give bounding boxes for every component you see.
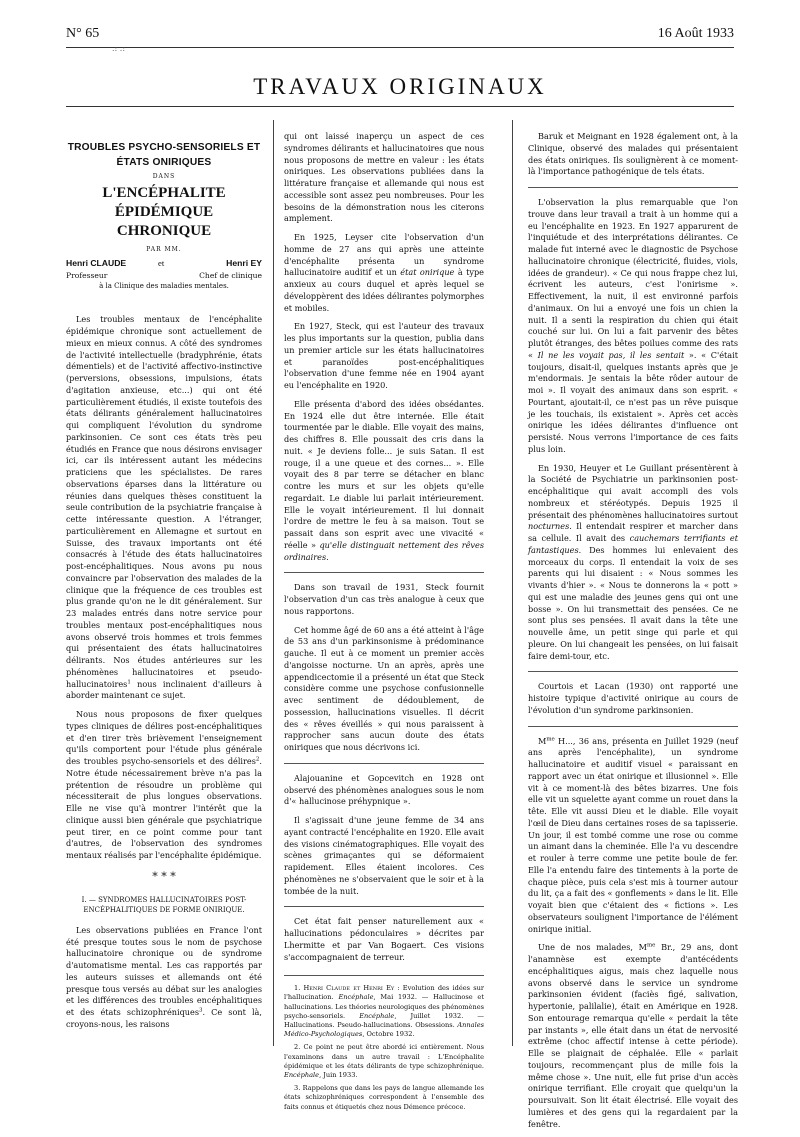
paragraph: Cet état fait penser naturellement aux « hallucinations pédonculaires » décrites par Lhermitte et par Van Bogaert. Ces visions s'accompagnaient de terreur. — [284, 916, 484, 962]
paragraph: Il s'agissait d'une jeune femme de 34 ans ayant contracté l'encéphalite en 1920. Elle avait des visions cinématographiques. Elle voyait des scènes grimaçantes qui se déformaient rapidement. Elles étaient incolores. Ces phénomènes ne s'observaient que le soir et à la tombée de la nuit. — [284, 815, 484, 896]
paragraph: Alajouanine et Gopcevitch en 1928 ont observé des phénomènes analogues sous le nom d'« hallucinose préhypnique ». — [284, 772, 484, 807]
printer-mark: .: .: — [112, 44, 126, 53]
article-title-main: L'ENCÉPHALITE ÉPIDÉMIQUE CHRONIQUE — [102, 184, 226, 239]
affiliation: à la Clinique des maladies mentales. — [99, 281, 229, 290]
issue-date: 16 Août 1933 — [657, 26, 734, 41]
byline-par: PAR MM. — [146, 245, 182, 253]
separator — [284, 906, 484, 907]
paragraph: Elle présenta d'abord des idées obsédantes. En 1924 elle dut être internée. Elle était tourmentée par le diable. Elle voyait des mains, des chiffres 8. Elle poussait des cris dans la nuit. « Je deviens folle... je suis Satan. Il est rouge, il a une queue et des cornes... ». Elle voyait des 8 par terre se détacher en blanc contre les murs et sur les objets qu'elle regardait. Le diable lui parlait intérieurement. Elle le voyait intérieurement. Il lui donnait l'ordre de mettre le feu à sa maison. Tout se passait dans son esprit avec une vivacité « réelle » qu'elle distinguait nettement des rêves ordinaires. — [284, 398, 484, 562]
paragraph: Courtois et Lacan (1930) ont rapporté une histoire typique d'activité onirique au cours de l'évolution d'un syndrome parkinsonien. — [528, 681, 738, 715]
paragraph: Baruk et Meignant en 1928 également ont, à la Clinique, observé des malades qui présentaient des états oniriques. Ils soulignèrent à ce moment-là l'importance pathogénique de tels états. — [528, 131, 738, 177]
paragraph: L'observation la plus remarquable que l'on trouve dans leur travail a trait à un homme qui a eu l'encéphalite en 1923. En 1927 apparurent de l'inquiétude et des interprétations délirantes. Ce malade fut interné avec le diagnostic de Psychose hallucinatoire chronique (électricité, fluides, viols, idées de grandeur). « Ce qui nous frappe chez lui, écrivent les auteurs, c'est l'onirisme ». Effectivement, la nuit, il est environné parfois d'animaux. On lui a envoyé une fois un chien la nuit. Il a senti la respiration du chien qui était couché sur lui. On lui a fait parvenir des bêtes plutôt étranges, des bêtes poilues comme des rats « Il ne les voyait pas, il les sentait ». « C'était toujours, disait-il, quelques instants après que je m'endormais. Je sentais la bête rôder autour de moi ». Il voyait des animaux dans son esprit. « Pourtant, ajoutait-il, ce n'est pas un rêve puisque je les touchais, ils existaient ». Après cet accès onirique les idées délirantes d'influence ont persisté. Nous verrons l'importance de ces faits plus loin. — [528, 197, 738, 454]
issue-number: N° 65 — [66, 26, 100, 41]
paragraph: $M^{me}$ H..., 36 ans, présenta en Juillet 1929 (neuf ans après l'encéphalite), un syndrome hallucinatoire et auditif visuel « paraissant en rapport avec un état onirique et illusionnel ». Elle vit à ce moment-là des bêtes bizarres. Une fois elle vit un squelette ayant comme un rouet dans la tête. Elle vit aussi Dieu et le diable. Elle voyait l'œil de Dieu dans certaines roses de sa tapisserie. Un jour, il est tombé comme une rose ou comme un aimant dans la cheminée. Elle l'a vu descendre et rouler à terre comme une petite boule de fer. Elle l'a entendu faire des tintements à la porte de chaque pièce, puis cela s'est mis à tourner autour du lit, ça a fait des « gonflements » dans le lit. Elle voyait bien que c'étaient des « fictions ». Les observateurs soulignent l'importance de l'élément onirique initial. — [528, 735, 738, 934]
separator — [284, 763, 484, 764]
author-roles — [66, 270, 262, 281]
role-claude: Professeur — [66, 270, 108, 280]
header-rule — [66, 47, 734, 48]
paragraph: qui ont laissé inaperçu un aspect de ces syndromes délirants et hallucinatoires que nous nous proposons de mettre en valeur : les états oniriques. Les observations publiées dans la littérature française et allemande qui nous est accessible sont assez peu nombreuses. Pour les besoins de la démonstration nous les citerons amplement. — [284, 131, 484, 224]
paragraph: Les observations publiées en France l'ont été presque toutes sous le nom de psychose hallucinatoire chronique ou de syndrome d'automatisme mental. Les cas rapportés par les auteurs suisses et allemands ont été presque tous versés au débat sur les analogies et les différences des troubles encéphalitiques et des états schizophréniques$^3$. Ce sont là, croyons-nous, les raisons — [66, 924, 262, 1029]
footnote: 2. Ce point ne peut être abordé ici entièrement. Nous l'examinons dans un autre travail : L'Encéphalite épidémique et les états délirants de type schizophrénique. Encéphale, Juin 1933. — [284, 1043, 484, 1080]
column-divider — [273, 120, 274, 1046]
column-3 — [528, 131, 738, 1137]
section-heading: I. — SYNDROMES HALLUCINATOIRES POST-ENCÉPHALITIQUES DE FORME ONIRIQUE. — [81, 895, 247, 914]
paragraph: En 1927, Steck, qui est l'auteur des travaux les plus importants sur la question, publia dans un premier article sur les états hallucinatoires et paranoïdes post-encéphalitiques l'observation d'une femme née en 1904 ayant eu l'encéphalite en 1920. — [284, 321, 484, 390]
footnote: 1. Henri Claude et Henri Ey : Evolution des idées sur l'hallucination. Encéphale, Mai 1932. — Hallucinose et hallucinations. Les théories neurologiques des phénomènes psycho-sensoriels. Encéphale, Juillet 1932. — Hallucinations. Pseudo-hallucinations. Obsessions. Annales Médico-Psychologiques, Octobre 1932. — [284, 984, 485, 1039]
section-title: TRAVAUX ORIGINAUX — [253, 74, 547, 99]
separator — [528, 726, 738, 727]
column-divider — [512, 120, 513, 1046]
footnote-ref: 2 — [255, 756, 260, 763]
footnote-ref: 1 — [127, 678, 131, 685]
role-ey: Chef de clinique — [199, 270, 262, 280]
paragraph: En 1925, Leyser cite l'observation d'un homme de 27 ans qui après une atteinte d'encéphalite présenta un syndrome hallucinatoire auditif et un état onirique à type anxieux au cours duquel et après lequel se développèrent des idées délirantes polymorphes et mobiles. — [284, 232, 484, 313]
author-connector: et — [158, 257, 165, 268]
paragraph: Nous nous proposons de fixer quelques types cliniques de délires post-encéphalitiques et d'en tirer très brièvement l'enseignement qu'ils comportent pour l'étude plus générale des troubles psycho-sensoriels et des délires$^2$. Notre étude nécessairement brève n'a pas la prétention de résoudre un problème qui nécessiterait de plus longues observations. Elle ne vise qu'à montrer l'intérêt que la clinique aussi bien générale que psychiatrique peut tirer, en ce point comme pour tant d'autres, de l'observation des syndromes mentaux réalisés par l'encéphalite épidémique. — [66, 709, 262, 860]
paragraph: En 1930, Heuyer et Le Guillant présentèrent à la Société de Psychiatrie un parkinsonien post-encéphalitique qui avait accompli des vols nombreux et stéréotypés. Depuis 1925 il présentait des phénomènes hallucinatoires surtout nocturnes. Il entendait respirer et marcher dans sa cellule. Il avait des cauchemars terrifiants et fantastiques. Des hommes lui enlevaient des morceaux du corps. Il entendait la voix de ses parents qui lui disaient : « Nous sommes les vivants d'hier ». « Nous te donnerons la « pott » qui est une maladie des jeunes gens qui ont une bosse ». On lui transmettait des pensées. Ce ne sont plus ses pensées. Il avait dans la tête une nouvelle âme, un petit singe qui parle et qui pleure. On lui changeait les pensées, on lui faisait faire demi-tour, etc. — [528, 462, 738, 661]
separator — [528, 187, 738, 188]
paragraph: Les troubles mentaux de l'encéphalite épidémique chronique sont actuellement de mieux en mieux connus. A côté des syndromes de l'activité intellectuelle (bradyphrénie, états démentiels) et de l'activité affectivo-instinctive (perversions, obsessions, impulsions, états d'agitation anxieuse, etc...) qui ont été particulièrement étudiés, il existe toutefois des états délirants généralement hallucinatoires qui compliquent l'évolution du syndrome parkinsonien. Ce sont ces états très peu étudiés en France que nous désirons envisager ici, car ils intéressent autant les médecins praticiens que les spécialistes. De rares observations éparses dans la littérature ou réunies dans quelques thèses constituent la seule contribution de la psychiatrie française à cette intéressante question. A l'étranger, particulièrement en Allemagne et surtout en Suisse, des travaux importants ont été consacrés à l'étude des états hallucinatoires post-encéphalitiques. Nous avons pu nous convaincre par l'observation des malades de la clinique que la fréquence de ces troubles est plus grande qu'on ne le dit généralement. Sur 23 malades entrés dans notre service pour troubles mentaux post-encéphalitiques nous avons observé trois hommes et trois femmes qui présentaient des états hallucinatoires délirants. Nos études antérieures sur les phénomènes hallucinatoires et pseudo-hallucinatoires$^1$ nous inclinaient d'ailleurs à aborder maintenant ce sujet. — [66, 314, 262, 701]
running-header — [66, 26, 734, 46]
separator — [528, 671, 738, 672]
section-rule — [66, 106, 734, 107]
authors — [66, 258, 262, 270]
footnote-rule — [284, 975, 484, 976]
paragraph: Cet homme âgé de 60 ans a été atteint à l'âge de 53 ans d'un parkinsonisme à prédominance gauche. Il eut à ce moment un premier accès d'angoisse nocturne. Un an après, après une appendicectomie il a présenté un état que Steck considère comme une psychose confusionnelle avec sentiment de dédoublement, de possession, hallucinations visuelles. Il décrit des « rêves éveillés » qui nous paraissent à rapprocher sans aucun doute des états oniriques que nous décrivons ici. — [284, 624, 484, 752]
article-title: TROUBLES PSYCHO-SENSORIELS ET ÉTATS ONIRIQUES — [67, 142, 261, 168]
footnote: 3. Rappelons que dans les pays de langue allemande les états schizophréniques correspondent à l'ensemble des faits connus et étiquetés chez nous Démence précoce. — [284, 1084, 484, 1111]
author-claude: Henri CLAUDE — [66, 257, 127, 268]
paragraph: Dans son travail de 1931, Steck fournit l'observation d'un cas très analogue à ceux que nous rapportons. — [284, 582, 484, 616]
separator — [284, 572, 484, 573]
section-stars: * * * — [152, 869, 176, 883]
author-ey: Henri EY — [226, 257, 262, 268]
footnote-ref: 3 — [199, 1007, 203, 1014]
title-connector: DANS — [152, 173, 176, 180]
column-2 — [284, 131, 484, 1116]
column-1 — [66, 140, 262, 1038]
paragraph: Une de nos malades, $M^{me}$ Br., 29 ans, dont l'anamnèse est exempte d'antécédents encéphalitiques aigus, mais chez laquelle nous avons observé dans le service un syndrome parkinsonien évident (faciès figé, salivation, hypertonie, palilalie), était en Amérique en 1928. Son entourage remarqua qu'elle « perdait la tête par instants », elle était dans un état de nervosité extrême (choc affectif intense à cette période). Elle se plaignait de céphalée. Elle « parlait toujours, recommençant plus de mille fois la même chose ». Une nuit, elle fut prise d'un accès onirique terrifiant. Elle croyait que quelqu'un la poursuivait. Son lit était électrisé. Elle voyait des lumières et des gens qui la regardaient par la fenêtre. — [528, 942, 738, 1129]
